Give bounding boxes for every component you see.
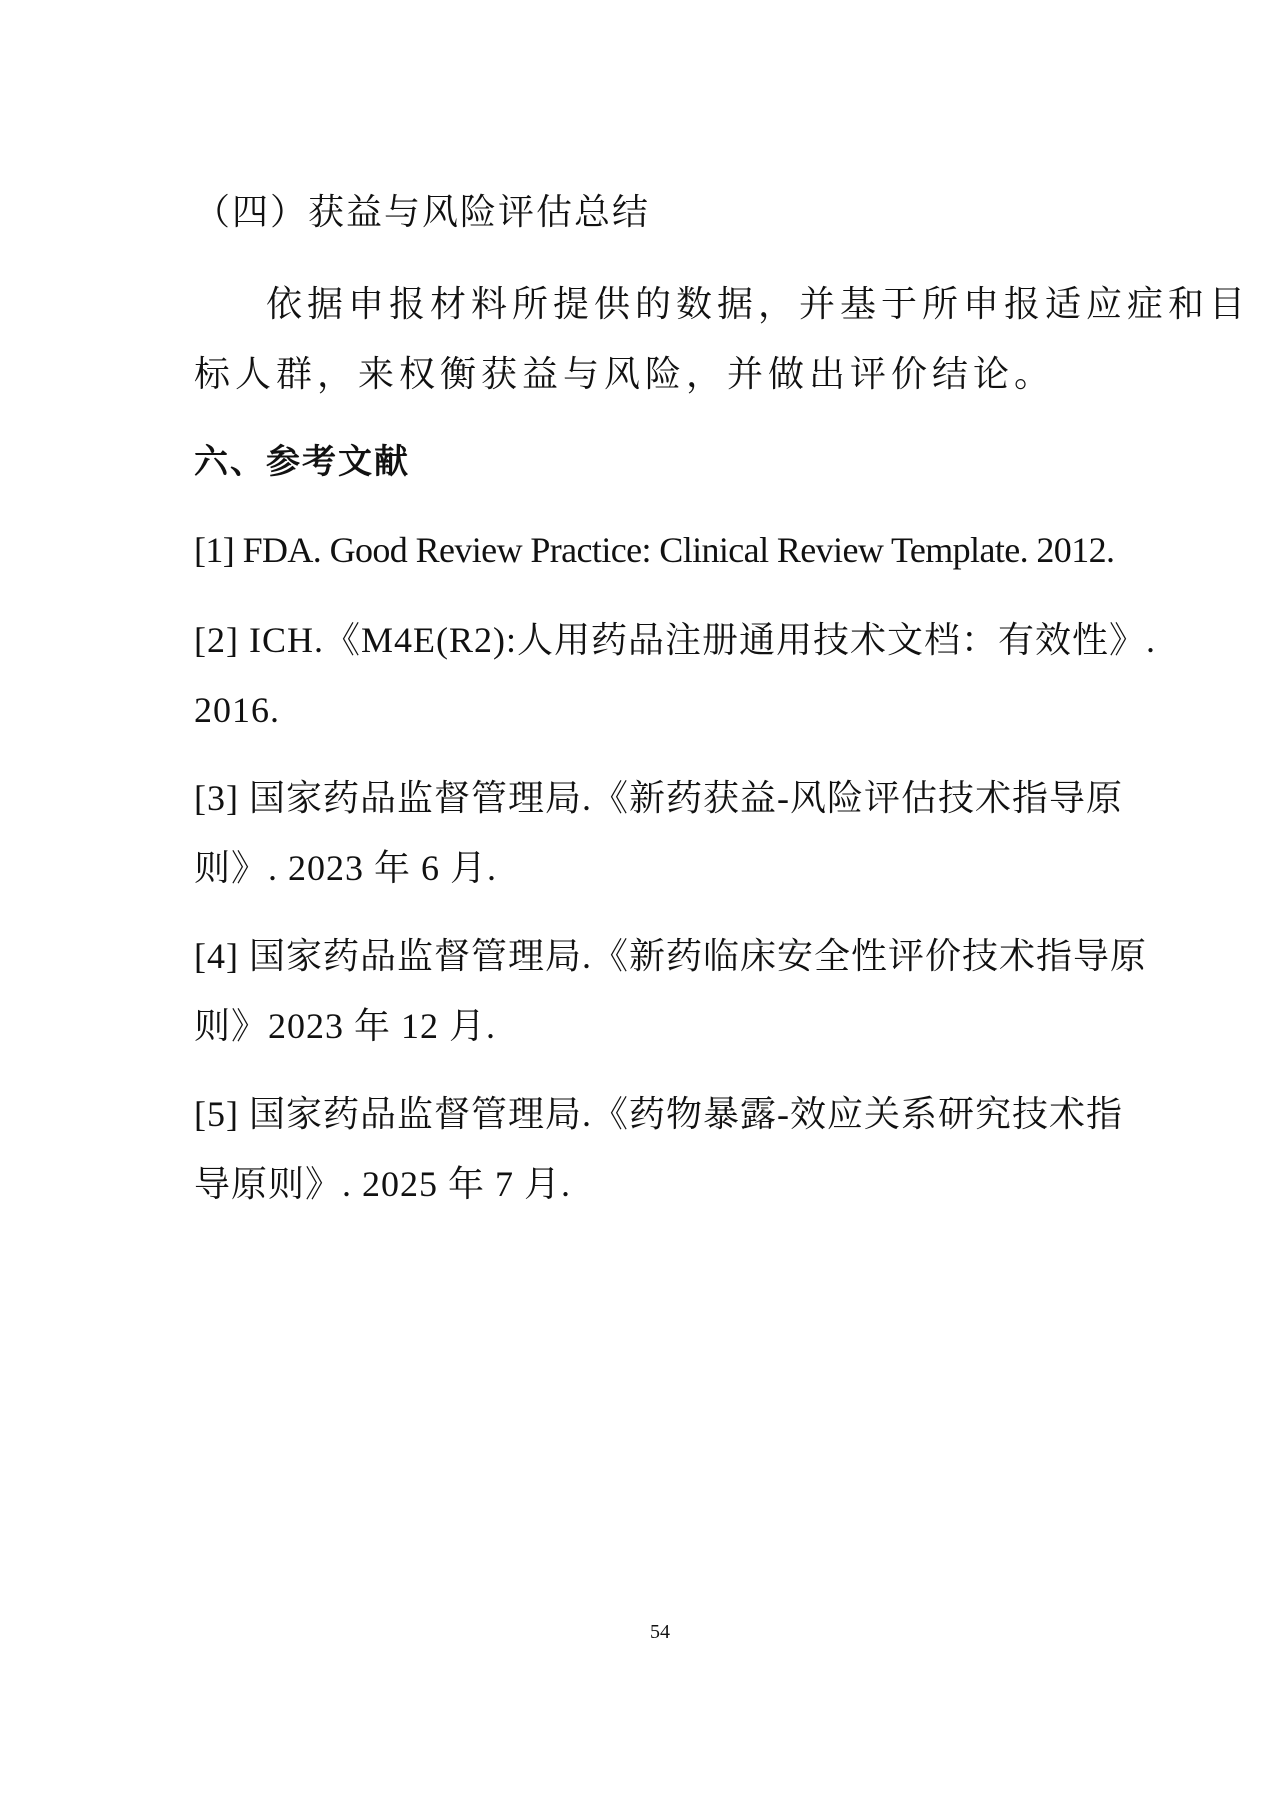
section-subheading: （四）获益与风险评估总结 [194, 192, 651, 232]
reference-4-line-2: 则》2023 年 12 月. [194, 1006, 497, 1046]
reference-3-line-1: [3] 国家药品监督管理局.《新药获益-风险评估技术指导原 [194, 778, 1123, 818]
reference-5-line-1: [5] 国家药品监督管理局.《药物暴露-效应关系研究技术指 [194, 1094, 1123, 1134]
summary-paragraph-line-2: 标人群，来权衡获益与风险，并做出评价结论。 [194, 354, 1056, 394]
reference-1: [1] FDA. Good Review Practice: Clinical Review Template. 2012. [194, 530, 1115, 570]
reference-4-line-1: [4] 国家药品监督管理局.《新药临床安全性评价技术指导原 [194, 936, 1147, 976]
reference-3-line-2: 则》. 2023 年 6 月. [194, 848, 498, 888]
summary-paragraph-line-1: 依据申报材料所提供的数据，并基于所申报适应症和目 [266, 284, 1251, 324]
references-heading: 六、参考文献 [194, 442, 410, 482]
reference-2-line-2: 2016. [194, 690, 280, 730]
reference-5-line-2: 导原则》. 2025 年 7 月. [194, 1164, 572, 1204]
page-number: 54 [650, 1621, 670, 1643]
reference-2-line-1: [2] ICH.《M4E(R2):人用药品注册通用技术文档：有效性》. [194, 620, 1156, 660]
